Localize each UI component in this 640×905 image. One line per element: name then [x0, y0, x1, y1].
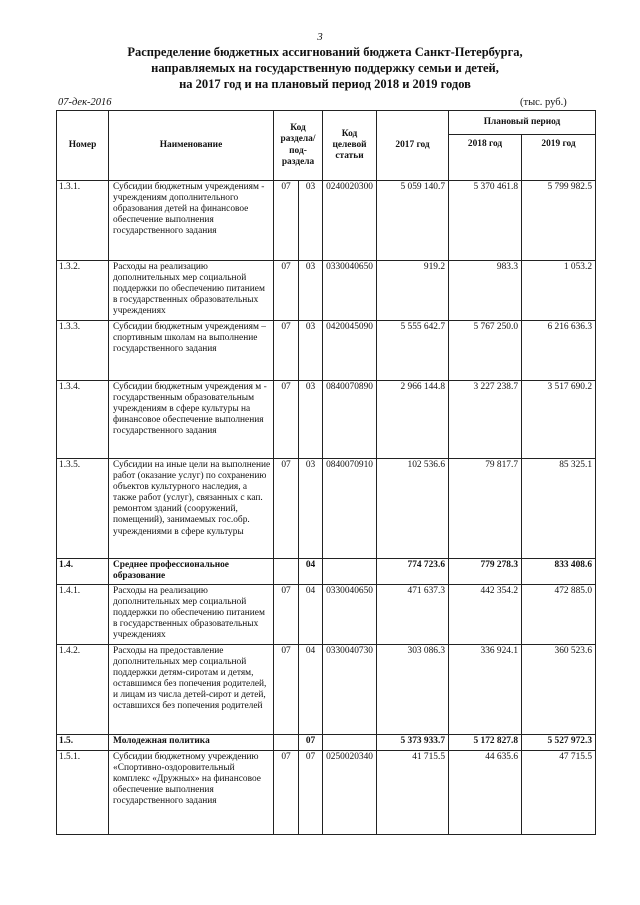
row-target-code: 0240020300 [323, 181, 377, 261]
header-section-code: Код раздела/ под-раздела [274, 111, 323, 181]
row-value-2019: 472 885.0 [522, 585, 596, 645]
row-name: Расходы на реализацию дополнительных мер социальной поддержки по обеспечению питанием в государственных образовательных учреждениях [109, 261, 274, 321]
row-name: Молодежная политика [109, 735, 274, 751]
title-line-3: на 2017 год и на плановый период 2018 и 2019 годов [179, 77, 471, 91]
row-number: 1.3.5. [57, 459, 109, 559]
row-value-2019: 6 216 636.3 [522, 321, 596, 381]
row-section: 07 [274, 321, 299, 381]
header-name: Наименование [109, 111, 274, 181]
row-subsection: 07 [299, 751, 323, 835]
row-subsection: 07 [299, 735, 323, 751]
row-value-2017: 303 086.3 [377, 645, 449, 735]
row-value-2018: 5 370 461.8 [449, 181, 522, 261]
row-value-2019: 5 527 972.3 [522, 735, 596, 751]
row-value-2017: 774 723.6 [377, 559, 449, 585]
row-value-2019: 3 517 690.2 [522, 381, 596, 459]
budget-table [56, 110, 596, 835]
row-value-2017: 919.2 [377, 261, 449, 321]
table-row [57, 321, 596, 381]
row-target-code: 0330040650 [323, 585, 377, 645]
table-row [57, 381, 596, 459]
units-label: (тыс. руб.) [520, 97, 567, 108]
row-target-code: 0840070910 [323, 459, 377, 559]
row-number: 1.5.1. [57, 751, 109, 835]
row-name: Субсидии бюджетным учреждения м - государственным образовательным учреждениям в сфере культуры на финансовое обеспечение выполнения государственного задания [109, 381, 274, 459]
table-row [57, 585, 596, 645]
row-section: 07 [274, 459, 299, 559]
header-2018: 2018 год [449, 135, 522, 181]
row-value-2018: 79 817.7 [449, 459, 522, 559]
title-line-1: Распределение бюджетных ассигнований бюджета Санкт-Петербурга, [127, 45, 523, 59]
header-number: Номер [57, 111, 109, 181]
row-target-code: 0420045090 [323, 321, 377, 381]
row-target-code: 0330040730 [323, 645, 377, 735]
row-value-2019: 5 799 982.5 [522, 181, 596, 261]
header-2019: 2019 год [522, 135, 596, 181]
row-section [274, 559, 299, 585]
row-value-2017: 2 966 144.8 [377, 381, 449, 459]
row-target-code [323, 559, 377, 585]
row-subsection: 04 [299, 585, 323, 645]
table-row [57, 181, 596, 261]
row-number: 1.4. [57, 559, 109, 585]
row-number: 1.4.2. [57, 645, 109, 735]
row-value-2017: 5 555 642.7 [377, 321, 449, 381]
row-name: Субсидии на иные цели на выполнение работ (оказание услуг) по сохранению объектов культурного наследия, а также работ (услуг), связанных с кап. ремонтом зданий (сооружений, помещений), занимаемых гос.обр. учреждениями в сфере культуры [109, 459, 274, 559]
row-value-2018: 983.3 [449, 261, 522, 321]
row-name: Субсидии бюджетным учреждениям – спортивным школам на выполнение государственного задания [109, 321, 274, 381]
title-line-2: направляемых на государственную поддержку семьи и детей, [151, 61, 499, 75]
row-subsection: 03 [299, 381, 323, 459]
header-2017: 2017 год [377, 111, 449, 181]
row-number: 1.5. [57, 735, 109, 751]
row-target-code [323, 735, 377, 751]
table-row [57, 459, 596, 559]
header-target-code: Код целевой статьи [323, 111, 377, 181]
row-name: Расходы на предоставление дополнительных мер социальной поддержки детям-сиротам и детям, оставшимся без попечения родителей, и лицам из числа детей-сирот и детей, оставшихся без попечения родителей [109, 645, 274, 735]
row-value-2017: 5 059 140.7 [377, 181, 449, 261]
row-name: Расходы на реализацию дополнительных мер социальной поддержки по обеспечению питанием в государственных образовательных учреждениях [109, 585, 274, 645]
row-number: 1.3.1. [57, 181, 109, 261]
row-section: 07 [274, 751, 299, 835]
row-number: 1.3.2. [57, 261, 109, 321]
row-section: 07 [274, 181, 299, 261]
row-subsection: 04 [299, 645, 323, 735]
page-number: 3 [317, 31, 323, 43]
row-value-2019: 1 053.2 [522, 261, 596, 321]
row-section: 07 [274, 261, 299, 321]
header-planned-period: Плановый период [449, 111, 596, 135]
row-target-code: 0840070890 [323, 381, 377, 459]
row-value-2019: 833 408.6 [522, 559, 596, 585]
table-row [57, 559, 596, 585]
row-value-2017: 471 637.3 [377, 585, 449, 645]
row-subsection: 03 [299, 261, 323, 321]
row-section: 07 [274, 645, 299, 735]
row-target-code: 0330040650 [323, 261, 377, 321]
row-name: Среднее профессиональное образование [109, 559, 274, 585]
table-row [57, 645, 596, 735]
row-name: Субсидии бюджетным учреждениям - учреждениям дополнительного образования детей на финансовое обеспечение выполнения государственного задания [109, 181, 274, 261]
row-value-2018: 779 278.3 [449, 559, 522, 585]
row-subsection: 03 [299, 321, 323, 381]
row-number: 1.4.1. [57, 585, 109, 645]
document-title [60, 44, 590, 92]
row-value-2018: 5 767 250.0 [449, 321, 522, 381]
row-value-2019: 47 715.5 [522, 751, 596, 835]
row-number: 1.3.4. [57, 381, 109, 459]
row-value-2019: 360 523.6 [522, 645, 596, 735]
row-value-2017: 5 373 933.7 [377, 735, 449, 751]
row-section: 07 [274, 381, 299, 459]
row-number: 1.3.3. [57, 321, 109, 381]
row-value-2018: 5 172 827.8 [449, 735, 522, 751]
row-section [274, 735, 299, 751]
row-subsection: 03 [299, 459, 323, 559]
row-subsection: 04 [299, 559, 323, 585]
row-value-2018: 44 635.6 [449, 751, 522, 835]
row-value-2018: 3 227 238.7 [449, 381, 522, 459]
table-body [57, 181, 596, 835]
table-row [57, 735, 596, 751]
table-row [57, 751, 596, 835]
row-value-2018: 336 924.1 [449, 645, 522, 735]
row-target-code: 0250020340 [323, 751, 377, 835]
row-value-2018: 442 354.2 [449, 585, 522, 645]
row-section: 07 [274, 585, 299, 645]
row-value-2019: 85 325.1 [522, 459, 596, 559]
row-value-2017: 41 715.5 [377, 751, 449, 835]
row-value-2017: 102 536.6 [377, 459, 449, 559]
document-date: 07-дек-2016 [58, 97, 112, 108]
row-subsection: 03 [299, 181, 323, 261]
row-name: Субсидии бюджетному учреждению «Спортивно-оздоровительный комплекс «Дружных» на финансовое обеспечение выполнения государственного задания [109, 751, 274, 835]
table-row [57, 261, 596, 321]
